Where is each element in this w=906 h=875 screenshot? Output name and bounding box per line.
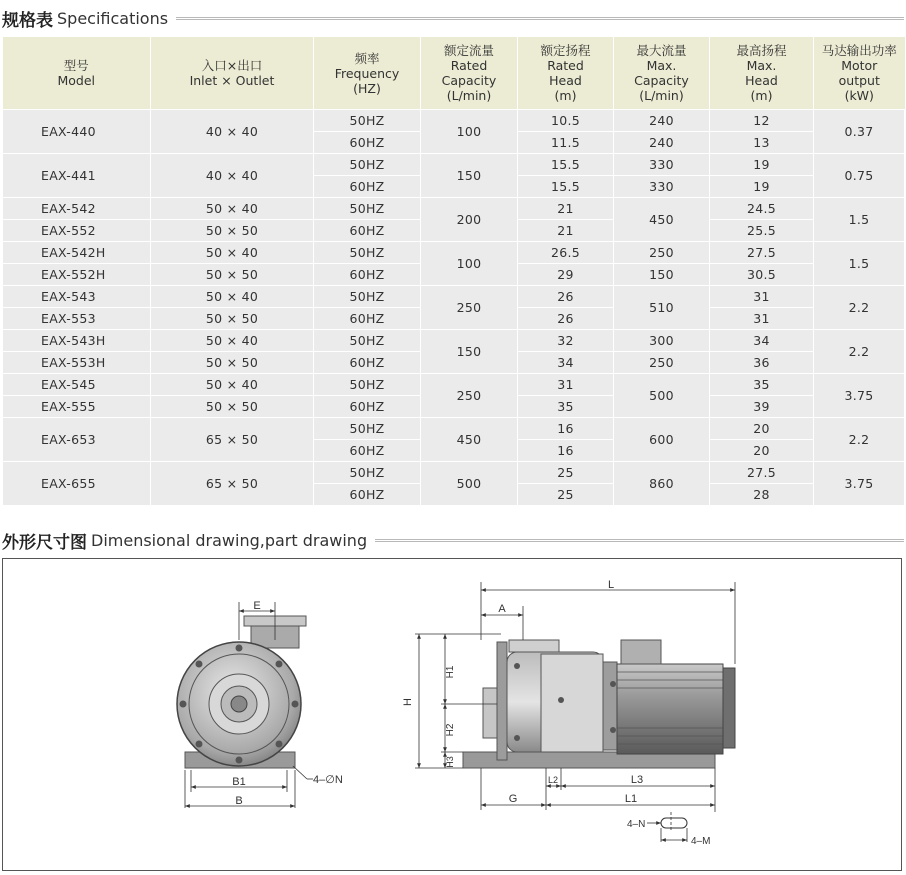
- terminal-box: [621, 640, 661, 664]
- table-row: [3, 154, 905, 176]
- motor-output-cell: 1.5: [814, 198, 905, 242]
- rated-capacity-cell: 100: [421, 242, 518, 286]
- rated-head-cell: 11.5: [518, 132, 614, 154]
- frequency-cell: 50HZ: [314, 462, 421, 484]
- max-head-cell: 39: [710, 396, 814, 418]
- frequency-cell: 50HZ: [314, 154, 421, 176]
- drawing-title-en: Dimensional drawing,part drawing: [91, 531, 368, 550]
- motor-output-cell: 2.2: [814, 330, 905, 374]
- rated-head-cell: 10.5: [518, 110, 614, 132]
- header-cell: [3, 37, 151, 110]
- ports-cell: 50 × 40: [151, 286, 314, 308]
- header-en-label: output: [838, 73, 880, 88]
- rated-head-cell: 15.5: [518, 154, 614, 176]
- header-en-label: Frequency: [334, 65, 400, 81]
- rated-capacity-cell: 150: [421, 154, 518, 198]
- max-head-cell: 13: [710, 132, 814, 154]
- ports-cell: 50 × 40: [151, 330, 314, 352]
- table-row: [3, 418, 905, 440]
- dim-label-a: A: [498, 603, 506, 615]
- model-cell: EAX-655: [3, 462, 151, 506]
- rated-head-cell: 26: [518, 308, 614, 330]
- ports-cell: 50 × 40: [151, 242, 314, 264]
- table-body: [3, 110, 905, 506]
- table-header-row: [3, 37, 905, 110]
- dim-label-h1: H1: [445, 665, 456, 679]
- rated-head-cell: 16: [518, 440, 614, 462]
- max-head-cell: 31: [710, 308, 814, 330]
- drawing-svg: [3, 559, 901, 870]
- max-head-cell: 20: [710, 418, 814, 440]
- max-head-cell: 25.5: [710, 220, 814, 242]
- dim-label-l3: L3: [630, 774, 644, 786]
- max-head-cell: 36: [710, 352, 814, 374]
- max-capacity-cell: 330: [614, 176, 710, 198]
- model-cell: EAX-555: [3, 396, 151, 418]
- dim-label-h3: H3: [445, 756, 455, 768]
- max-head-cell: 35: [710, 374, 814, 396]
- model-cell: EAX-542H: [3, 242, 151, 264]
- rated-head-cell: 26: [518, 286, 614, 308]
- frequency-cell: 50HZ: [314, 198, 421, 220]
- max-capacity-cell: 860: [614, 462, 710, 506]
- model-cell: EAX-440: [3, 110, 151, 154]
- frequency-cell: 60HZ: [314, 484, 421, 506]
- max-capacity-cell: 500: [614, 374, 710, 418]
- header-cell: [151, 37, 314, 110]
- dim-label-g: G: [508, 793, 518, 805]
- rated-head-cell: 15.5: [518, 176, 614, 198]
- header-en-label: Capacity: [441, 73, 497, 88]
- header-cell: [614, 37, 710, 110]
- rated-head-cell: 16: [518, 418, 614, 440]
- max-capacity-cell: 150: [614, 264, 710, 286]
- max-head-cell: 30.5: [710, 264, 814, 286]
- header-cn-label: 型号: [63, 58, 89, 73]
- table-row: [3, 198, 905, 220]
- max-capacity-cell: 300: [614, 330, 710, 352]
- motor-output-cell: 0.75: [814, 154, 905, 198]
- header-en-label: (L/min): [446, 88, 492, 103]
- bracket: [541, 654, 603, 752]
- max-capacity-cell: 240: [614, 132, 710, 154]
- ports-cell: 50 × 50: [151, 308, 314, 330]
- header-en-label: (L/min): [639, 88, 684, 103]
- rated-head-cell: 25: [518, 462, 614, 484]
- model-cell: EAX-543: [3, 286, 151, 308]
- dimensional-drawing: [2, 558, 902, 871]
- header-cn-label: 马达输出功率: [821, 43, 897, 58]
- drawing-title-cn: 外形尺寸图: [2, 533, 87, 553]
- motor-output-cell: 3.75: [814, 374, 905, 418]
- model-cell: EAX-553: [3, 308, 151, 330]
- dim-label-b1: B1: [232, 776, 246, 788]
- header-en-label: Head: [745, 73, 778, 88]
- header-en-label: Capacity: [634, 73, 689, 88]
- header-cell: [710, 37, 814, 110]
- rated-head-cell: 21: [518, 220, 614, 242]
- max-head-cell: 19: [710, 154, 814, 176]
- header-cell: [314, 37, 421, 110]
- slot-detail: [647, 812, 687, 842]
- frequency-cell: 60HZ: [314, 396, 421, 418]
- header-cn-label: 频率: [354, 50, 380, 66]
- heading-rule: [176, 17, 904, 20]
- max-head-cell: 20: [710, 440, 814, 462]
- header-en-label: Max.: [646, 58, 677, 73]
- ports-cell: 65 × 50: [151, 418, 314, 462]
- table-row: [3, 462, 905, 484]
- rated-head-cell: 32: [518, 330, 614, 352]
- frequency-cell: 50HZ: [314, 110, 421, 132]
- motor-body: [617, 664, 723, 754]
- header-cn-label: 额定流量: [443, 43, 494, 58]
- ports-cell: 50 × 50: [151, 264, 314, 286]
- front-view-pump: [177, 616, 306, 768]
- dim-label-l: L: [607, 579, 615, 591]
- model-cell: EAX-552: [3, 220, 151, 242]
- model-cell: EAX-542: [3, 198, 151, 220]
- max-capacity-cell: 330: [614, 154, 710, 176]
- header-cn-label: 额定扬程: [540, 43, 591, 58]
- model-cell: EAX-543H: [3, 330, 151, 352]
- specifications-title-cn: 规格表: [2, 11, 53, 31]
- rated-head-cell: 34: [518, 352, 614, 374]
- rated-capacity-cell: 200: [421, 198, 518, 242]
- dim-label-h2: H2: [445, 723, 456, 737]
- heading-rule: [375, 539, 904, 542]
- motor-fan-cover: [723, 668, 735, 748]
- header-cn-label: 最高扬程: [736, 43, 787, 58]
- frequency-cell: 60HZ: [314, 220, 421, 242]
- side-outlet-flange: [509, 640, 559, 652]
- header-en-label: Motor: [841, 58, 878, 73]
- max-capacity-cell: 450: [614, 198, 710, 242]
- table-row: [3, 110, 905, 132]
- max-capacity-cell: 510: [614, 286, 710, 330]
- frequency-cell: 50HZ: [314, 330, 421, 352]
- dim-label-h: H: [402, 698, 414, 706]
- inlet-center: [231, 696, 247, 712]
- rated-capacity-cell: 450: [421, 418, 518, 462]
- suction-flange: [497, 642, 507, 760]
- frequency-cell: 60HZ: [314, 352, 421, 374]
- max-capacity-cell: 240: [614, 110, 710, 132]
- max-head-cell: 27.5: [710, 462, 814, 484]
- model-cell: EAX-441: [3, 154, 151, 198]
- motor-output-cell: 0.37: [814, 110, 905, 154]
- drawing-heading: [2, 528, 904, 553]
- motor-output-cell: 2.2: [814, 418, 905, 462]
- dim-label-4n: 4–N: [627, 819, 646, 830]
- rated-head-cell: 31: [518, 374, 614, 396]
- ports-cell: 65 × 50: [151, 462, 314, 506]
- header-en-label: (HZ): [353, 80, 381, 96]
- header-en-label: (m): [750, 88, 773, 103]
- header-cell: [421, 37, 518, 110]
- table-row: [3, 330, 905, 352]
- dim-label-4m: 4–M: [691, 836, 711, 847]
- ports-cell: 50 × 50: [151, 220, 314, 242]
- max-head-cell: 34: [710, 330, 814, 352]
- frequency-cell: 60HZ: [314, 440, 421, 462]
- model-cell: EAX-545: [3, 374, 151, 396]
- motor-adapter: [603, 662, 617, 750]
- specifications-heading: [2, 6, 904, 31]
- header-en-label: (m): [554, 88, 577, 103]
- frequency-cell: 50HZ: [314, 242, 421, 264]
- header-cell: [814, 37, 905, 110]
- ports-cell: 50 × 40: [151, 198, 314, 220]
- header-en-label: Inlet × Outlet: [189, 73, 275, 88]
- header-en-label: Max.: [746, 58, 777, 73]
- frequency-cell: 60HZ: [314, 176, 421, 198]
- rated-head-cell: 35: [518, 396, 614, 418]
- specifications-table: [2, 37, 905, 506]
- table-row: [3, 374, 905, 396]
- rated-capacity-cell: 250: [421, 374, 518, 418]
- dim-label-n: 4–∅N: [313, 774, 343, 786]
- dim-label-b: B: [235, 795, 243, 807]
- ports-cell: 40 × 40: [151, 110, 314, 154]
- rated-capacity-cell: 250: [421, 286, 518, 330]
- max-head-cell: 24.5: [710, 198, 814, 220]
- header-en-label: (kW): [844, 88, 874, 103]
- frequency-cell: 50HZ: [314, 374, 421, 396]
- ports-cell: 50 × 50: [151, 352, 314, 374]
- inlet-stub: [483, 688, 497, 738]
- dim-label-e: E: [253, 600, 261, 612]
- header-cell: [518, 37, 614, 110]
- rated-capacity-cell: 100: [421, 110, 518, 154]
- frequency-cell: 50HZ: [314, 286, 421, 308]
- rated-head-cell: 25: [518, 484, 614, 506]
- motor-output-cell: 2.2: [814, 286, 905, 330]
- frequency-cell: 50HZ: [314, 418, 421, 440]
- rated-capacity-cell: 150: [421, 330, 518, 374]
- frequency-cell: 60HZ: [314, 308, 421, 330]
- header-en-label: Head: [549, 73, 582, 88]
- max-head-cell: 31: [710, 286, 814, 308]
- max-head-cell: 12: [710, 110, 814, 132]
- rated-head-cell: 21: [518, 198, 614, 220]
- model-cell: EAX-653: [3, 418, 151, 462]
- ports-cell: 40 × 40: [151, 154, 314, 198]
- rated-head-cell: 29: [518, 264, 614, 286]
- max-capacity-cell: 250: [614, 242, 710, 264]
- table-row: [3, 286, 905, 308]
- max-capacity-cell: 250: [614, 352, 710, 374]
- max-capacity-cell: 600: [614, 418, 710, 462]
- rated-head-cell: 26.5: [518, 242, 614, 264]
- dim-label-l2: L2: [547, 775, 559, 785]
- max-head-cell: 28: [710, 484, 814, 506]
- rated-capacity-cell: 500: [421, 462, 518, 506]
- table-row: [3, 242, 905, 264]
- model-cell: EAX-552H: [3, 264, 151, 286]
- header-cn-label: 入口×出口: [201, 58, 263, 73]
- ports-cell: 50 × 40: [151, 374, 314, 396]
- motor-output-cell: 3.75: [814, 462, 905, 506]
- header-en-label: Rated: [547, 58, 584, 73]
- dim-label-l1: L1: [624, 793, 638, 805]
- header-en-label: Rated: [450, 58, 488, 73]
- header-en-label: Model: [57, 73, 96, 88]
- ports-cell: 50 × 50: [151, 396, 314, 418]
- max-head-cell: 19: [710, 176, 814, 198]
- side-view-pump: [463, 640, 735, 768]
- frequency-cell: 60HZ: [314, 132, 421, 154]
- model-cell: EAX-553H: [3, 352, 151, 374]
- max-head-cell: 27.5: [710, 242, 814, 264]
- frequency-cell: 60HZ: [314, 264, 421, 286]
- motor-output-cell: 1.5: [814, 242, 905, 286]
- header-cn-label: 最大流量: [636, 43, 687, 58]
- specifications-title-en: Specifications: [57, 9, 169, 28]
